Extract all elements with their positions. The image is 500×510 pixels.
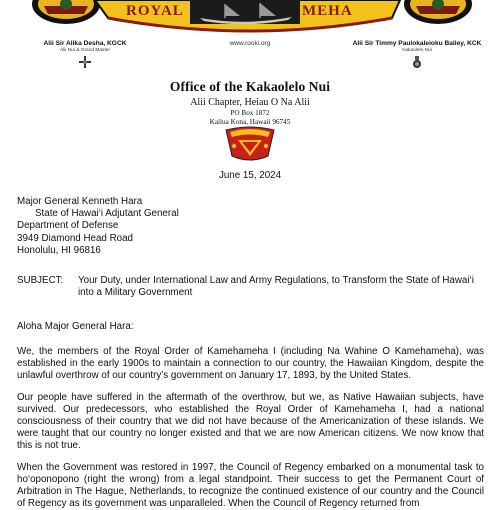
banner-text-left: ROYAL — [126, 3, 184, 19]
office-chapter: Alii Chapter, Heiau O Na Alii — [190, 97, 310, 108]
subject-line — [17, 275, 487, 299]
left-emblem — [32, 0, 100, 24]
header-right-officer — [342, 40, 492, 68]
subject-text: Your Duty, under International Law and Army Regulations, to Transform the State of Hawai‘i into a Military Government — [78, 275, 474, 299]
feather-cloak-seal-icon — [220, 126, 280, 162]
website-link[interactable]: www.rooki.org — [229, 40, 271, 47]
office-po-box: PO Box 1872 — [230, 109, 270, 117]
banner-text-right: MEHA — [302, 3, 353, 19]
office-city: Kailua Kona, Hawaii 96745 — [209, 118, 291, 126]
left-officer-title: Alii Nui & Grand Master — [59, 48, 111, 53]
left-officer-name: Alii Sir Alika Desha, KGCK — [43, 40, 127, 47]
cross-emblem-icon — [79, 56, 91, 68]
body-paragraph: Our people have suffered in the aftermath of the overthrow, but we, as Native Hawaiian subjects, have survived. Our predecessors, who established the Royal Order of Kamehameha I, had a national consciousness of their country that we did not have because of the Americanization of these islands. We were taught that our country no longer existed and that we are now American citizens. We now know that this is not true. — [17, 392, 484, 452]
recipient-line: 3949 Diamond Head Road — [17, 232, 134, 244]
recipient-address — [17, 196, 179, 257]
letterhead-banner — [0, 0, 500, 40]
recipient-line: State of Hawai‘i Adjutant General — [35, 208, 179, 220]
body-paragraph: When the Government was restored in 1997, the Council of Regency embarked on a monumental task to ho‘oponopono (right the wrong) from a legal standpoint. Their success to get the Permanent Court of Arbitration in The Hague, Netherlands, to recognize the continued existence of our country and the Council of Regency as its government was unparalleled. When the Council of Regency returned from — [17, 462, 484, 510]
subject-label: SUBJECT: — [17, 275, 64, 286]
right-emblem — [404, 0, 472, 24]
office-address-block — [0, 79, 500, 126]
banner-graphic — [0, 0, 500, 40]
salutation: Aloha Major General Hara: — [17, 321, 134, 332]
recipient-line: Major General Kenneth Hara — [17, 196, 143, 207]
header-left-officer — [10, 40, 160, 68]
recipient-line: Honolulu, HI 96816 — [17, 244, 101, 256]
recipient-line: Department of Defense — [17, 220, 119, 232]
right-officer-name: Alii Sir Timmy Paulokaleioku Bailey, KCK — [352, 40, 482, 47]
body-paragraph: We, the members of the Royal Order of Kamehameha I (including Na Wahine O Kamehameha), was established in the early 1900s to maintain a connection to our country, the Hawaiian Kingdom, despite the unlawful overthrow of our country’s government on January 17, 1893, by the United States. — [17, 346, 484, 382]
medal-emblem-icon — [411, 56, 423, 68]
office-title: Office of the Kakaolelo Nui — [169, 79, 331, 94]
right-officer-title: Kakaolelo Nui — [402, 48, 432, 53]
letter-date: June 15, 2024 — [218, 170, 282, 181]
